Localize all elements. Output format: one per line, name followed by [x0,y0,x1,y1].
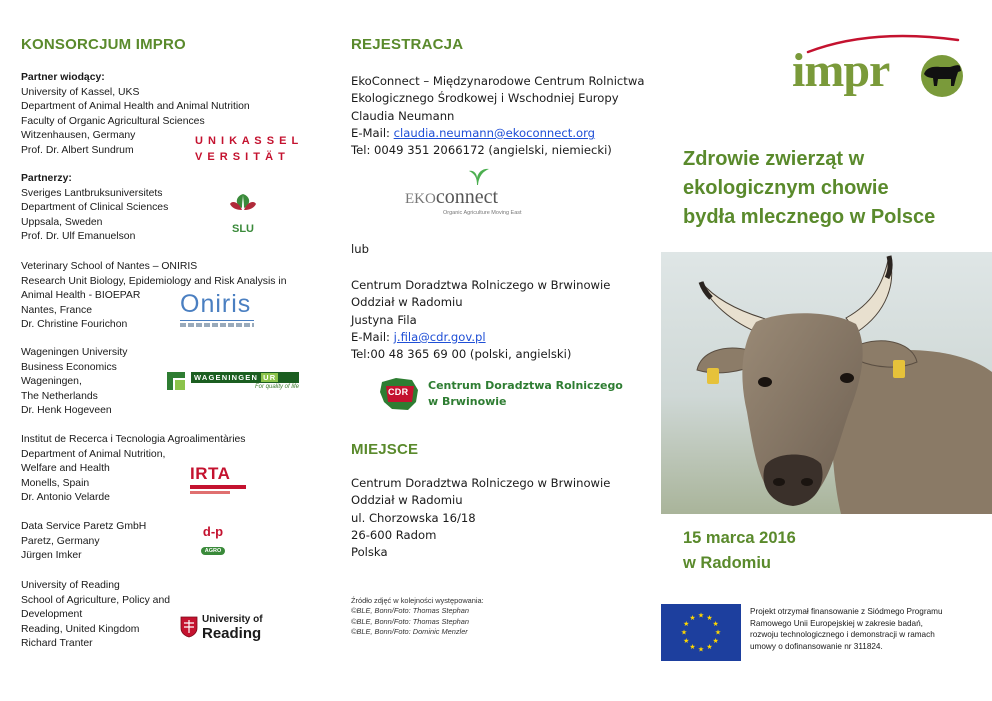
cow-head-illustration [661,252,992,514]
title-line: Zdrowie zwierząt w [683,148,865,170]
cdr-badge-text: CDR [388,387,409,397]
kassel-logo [195,133,299,165]
oniris-logo [180,290,260,330]
partner-line: Research Unit Biology, Epidemiology and Risk Analysis in [21,275,287,287]
svg-text:★: ★ [712,637,719,645]
partner-line: Dr. Antonio Velarde [21,492,110,504]
credit-line: ©BLE, Bonn/Foto: Thomas Stephan [351,606,470,616]
dsp-logo-sub: AGRO [201,547,226,555]
partner-line: Uppsala, Sweden [21,216,103,228]
place-line: 26-600 Radom [351,527,437,542]
page-title [683,145,983,232]
partner-line: School of Agriculture, Policy and [21,594,171,606]
cdr-logo-text [428,378,623,410]
wageningen-icon [165,370,187,392]
or-text: lub [351,242,369,256]
partners-block-5 [21,520,146,564]
ekoconnect-logo [405,166,540,224]
date-line: 15 marca 2016 [683,529,796,547]
slu-logo [222,192,264,235]
cdr-line: Oddział w Radomiu [351,295,463,310]
ekoconnect-sprout-icon [457,166,497,186]
credits-title: Źródło zdjęć w kolejności występowania: [351,596,484,605]
consortium-heading: KONSORCJUM IMPRO [21,36,186,53]
partners-block-1 [21,172,168,245]
partner-line: Paretz, Germany [21,535,100,547]
partner-line: Wageningen, [21,376,82,388]
partner-line: Wageningen University [21,347,128,358]
reg-email-row [351,125,644,142]
wageningen-tagline: For quality of life [255,384,300,390]
lead-partner-label: Partner wiodący: [21,72,105,83]
partner-line: Animal Health - BIOEPAR [21,290,141,302]
partner-line: Institut de Recerca i Tecnologia Agroalimentàries [21,434,246,445]
svg-text:★: ★ [706,613,713,622]
reg-tel: Tel: 0049 351 2066172 (angielski, niemiecki) [351,143,612,158]
reg-line: EkoConnect – Międzynarodowe Centrum Rolnictwa [351,74,645,88]
reading-logo [180,613,270,643]
partner-line: Welfare and Health [21,463,110,475]
partner-line: Nantes, France [21,304,93,316]
svg-text:★: ★ [683,620,690,628]
svg-text:★: ★ [712,620,719,628]
irta-logo-text: IRTA [190,464,231,483]
cdr-tel: Tel:00 48 365 69 00 (polski, angielski) [351,347,572,362]
lead-line: Prof. Dr. Albert Sundrum [21,144,134,156]
svg-text:★: ★ [683,637,690,645]
place-heading: MIEJSCE [351,441,419,458]
partner-line: Development [21,609,83,621]
partner-line: Monells, Spain [21,477,90,489]
wageningen-bar [191,372,299,383]
lead-line: Faculty of Organic Agricultural Sciences [21,115,205,127]
partner-line: Prof. Dr. Ulf Emanuelson [21,231,136,243]
svg-text:★: ★ [689,613,696,622]
cow-photo [661,252,992,514]
reading-logo-top: University of [202,614,263,625]
partner-line: Veterinary School of Nantes – ONIRIS [21,261,198,272]
eu-flag [661,604,741,661]
irta-logo [190,465,248,495]
partner-line: Data Service Paretz GmbH [21,521,147,532]
reading-crest-icon [180,616,198,638]
registration-heading: REJESTRACJA [351,36,464,53]
title-line: bydła mlecznego w Polsce [683,206,936,228]
ekoconnect-eko: EKO [405,191,436,207]
cdr-email-link[interactable]: j.fila@cdr.gov.pl [393,329,486,344]
kassel-logo-top: U N I K A S S E L [195,135,300,147]
cdr-email-row [351,329,610,346]
eu-funding-note [750,606,985,652]
cdr-line: Justyna Fila [351,312,417,327]
cdr-line: Centrum Doradztwa Rolniczego w Brwinowie [351,278,611,292]
slu-leaf-icon [222,192,264,218]
place-block [351,475,610,561]
impro-wordmark: impr [792,44,890,97]
partner-line: Department of Animal Nutrition, [21,448,166,460]
svg-text:★: ★ [714,628,722,637]
dsp-logo-text: d-p [202,524,224,539]
eu-line: Ramowego Unii Europejskiej w zakresie badań, [750,618,923,628]
partner-line: Department of Clinical Sciences [21,202,169,214]
partner-line: Reading, United Kingdom [21,623,140,635]
partners-label: Partnerzy: [21,173,72,184]
credit-line: ©BLE, Bonn/Foto: Thomas Stephan [351,616,470,626]
svg-text:★: ★ [697,645,705,654]
reg-line: Ekologicznego Środkowej i Wschodniej Europy [351,91,619,106]
place-line: Oddział w Radomiu [351,493,463,508]
ekoconnect-connect: connect [435,186,499,208]
date-line: w Radomiu [683,554,772,572]
cdr-email-label: E-Mail: [351,329,394,344]
slu-logo-text: SLU [232,223,254,235]
place-line: Centrum Doradztwa Rolniczego w Brwinowie [351,476,611,490]
reading-logo-bottom: Reading [202,625,262,642]
svg-text:★: ★ [689,643,696,652]
partner-line: Dr. Christine Fourichon [21,319,128,331]
registration-block [351,73,644,159]
reg-line: Claudia Neumann [351,108,455,123]
wageningen-ur: UR [263,373,277,382]
wageningen-logo [165,370,305,394]
partner-line: Sveriges Lantbruksuniversitets [21,187,163,199]
lead-line: Department of Animal Health and Animal Nutrition [21,101,250,113]
partners-block-6 [21,579,170,652]
title-line: ekologicznym chowie [683,177,889,199]
event-date [683,526,796,576]
ekoconnect-wordmark [405,186,498,210]
kassel-logo-bottom: V E R S I T Ä T [195,151,286,163]
svg-text:★: ★ [680,628,688,637]
place-line: ul. Chorzowska 16/18 [351,510,476,525]
eu-stars-icon [661,604,741,661]
place-line: Polska [351,545,388,560]
svg-text:★: ★ [697,611,705,620]
partner-line: Richard Tranter [21,638,93,650]
ekoconnect-tagline: Organic Agriculture Moving East [443,210,522,216]
eu-line: rozwoju technologicznego i demonstracji w ramach [750,630,935,640]
impro-logo [790,30,970,110]
credit-line: ©BLE, Bonn/Foto: Dominic Menzler [351,627,468,637]
eu-line: umowy o dofinansowanie nr 311824. [750,641,883,651]
cdr-contact-block [351,277,610,363]
cdr-logo [378,374,623,414]
partner-line: The Netherlands [21,390,98,402]
reg-email-link[interactable]: claudia.neumann@ekoconnect.org [393,125,596,140]
wageningen-name: WAGENINGEN [194,373,259,382]
eu-line: Projekt otrzymał finansowanie z Siódmego Programu [750,607,943,616]
impro-cow-icon [918,52,966,100]
photo-credits [351,596,484,638]
cdr-logo-line1: Centrum Doradztwa Rolniczego [428,379,623,392]
reg-email-label: E-Mail: [351,125,394,140]
svg-text:★: ★ [706,643,713,652]
partner-line: Dr. Henk Hogeveen [21,405,112,417]
lead-line: Witzenhausen, Germany [21,130,136,142]
dsp-logo [195,524,231,560]
cdr-logo-line2: w Brwinowie [428,395,507,408]
partner-line: Jürgen Imker [21,550,82,562]
partner-line: University of Reading [21,580,120,591]
partner-line: Business Economics [21,361,117,373]
oniris-logo-text: Oniris [180,290,252,318]
lead-line: University of Kassel, UKS [21,86,140,98]
partners-block-3 [21,346,127,419]
